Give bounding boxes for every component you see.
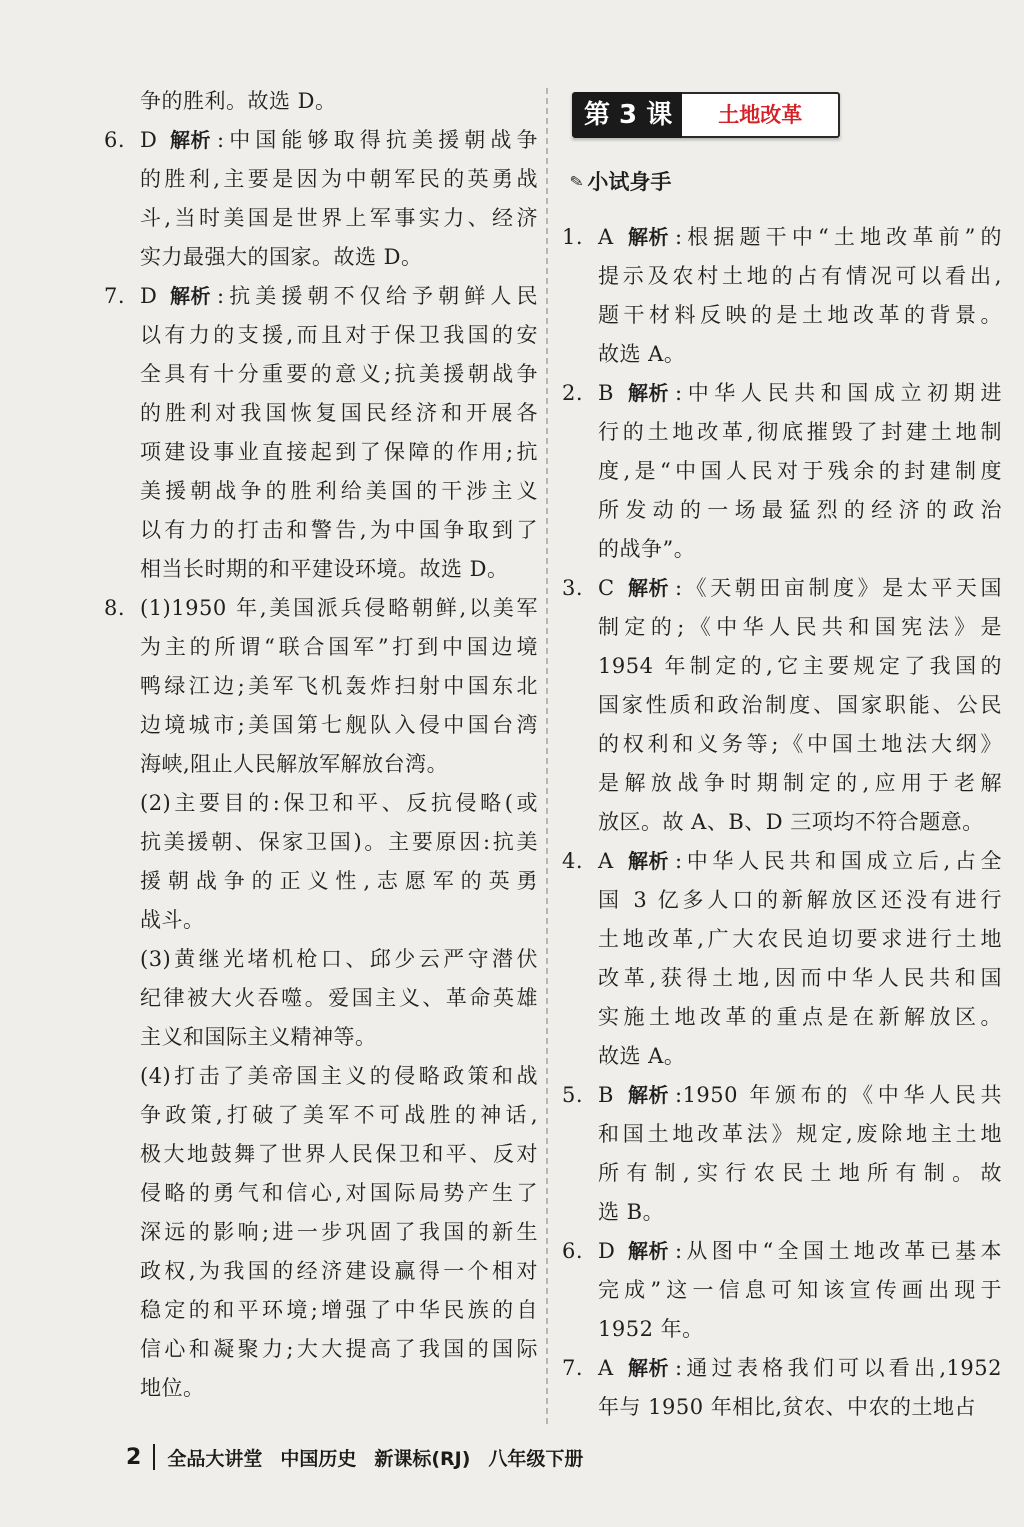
answer-line bbox=[104, 589, 538, 628]
answer-line: 选 B。 bbox=[598, 1200, 665, 1224]
answer-letter: B bbox=[598, 1083, 614, 1107]
answer-line: 以有力的支援,而且对于保卫我国的安 bbox=[140, 323, 538, 347]
answer-line: 1954 年制定的,它主要规定了我国的 bbox=[598, 654, 1002, 678]
answer-line: 放区。故 A、B、D 三项均不符合题意。 bbox=[598, 810, 984, 834]
answer-letter: A bbox=[598, 225, 614, 249]
answer-line: 相当长时期的和平建设环境。故选 D。 bbox=[140, 557, 509, 581]
analysis-label: 解析 bbox=[628, 225, 669, 249]
analysis-label: 解析 bbox=[628, 576, 669, 600]
analysis-label: 解析 bbox=[628, 381, 669, 405]
answer-line: 的战争”。 bbox=[598, 537, 696, 561]
answer-line: 所发动的一场最猛烈的经济的政治 bbox=[598, 498, 1002, 522]
answer-text: :中国能够取得抗美援朝战争 bbox=[217, 128, 538, 152]
answer-line bbox=[562, 1076, 1002, 1115]
answer-line: 度,是“中国人民对于残余的封建制度 bbox=[598, 459, 1002, 483]
answer-line bbox=[104, 121, 538, 160]
answer-line: 援朝战争的正义性,志愿军的英勇 bbox=[140, 869, 538, 893]
answer-line: 纪律被大火吞噬。爱国主义、革命英雄 bbox=[140, 986, 538, 1010]
answer-line: 国家性质和政治制度、国家职能、公民 bbox=[598, 693, 1002, 717]
answer-line: 年与 1950 年相比,贫农、中农的土地占 bbox=[598, 1395, 976, 1419]
answer-line: 提示及农村土地的占有情况可以看出, bbox=[598, 264, 1002, 288]
answer-text: :从图中“全国土地改革已基本 bbox=[675, 1239, 1002, 1263]
answer-letter: A bbox=[598, 1356, 614, 1380]
answer-line: 改革,获得土地,因而中华人民共和国 bbox=[598, 966, 1002, 990]
answer-line: 的权利和义务等;《中国土地法大纲》 bbox=[598, 732, 1002, 756]
answer-text: :抗美援朝不仅给予朝鲜人民 bbox=[217, 284, 538, 308]
lesson-header bbox=[572, 92, 840, 138]
answer-line: 极大地鼓舞了世界人民保卫和平、反对 bbox=[140, 1142, 538, 1166]
footer-divider bbox=[153, 1444, 155, 1470]
answer-text: :中华人民共和国成立初期进 bbox=[675, 381, 1002, 405]
answer-text: :根据题干中“土地改革前”的 bbox=[675, 225, 1002, 249]
answer-line: 的胜利,主要是因为中朝军民的英勇战 bbox=[140, 167, 538, 191]
answer-letter: A bbox=[598, 849, 614, 873]
analysis-label: 解析 bbox=[628, 1083, 669, 1107]
answer-line: 政权,为我国的经济建设赢得一个相对 bbox=[140, 1259, 538, 1283]
answer-line bbox=[562, 218, 1002, 257]
answer-text: :《天朝田亩制度》是太平天国 bbox=[675, 576, 1002, 600]
answer-line: 为主的所谓“联合国军”打到中国边境 bbox=[140, 635, 538, 659]
answer-line: (3)黄继光堵机枪口、邱少云严守潜伏 bbox=[140, 947, 538, 971]
answer-letter: D bbox=[598, 1239, 616, 1263]
section-title: 小试身手 bbox=[587, 170, 672, 194]
item-number: 2. bbox=[562, 381, 584, 405]
answer-line: 全具有十分重要的意义;抗美援朝战争 bbox=[140, 362, 538, 386]
answer-line: 深远的影响;进一步巩固了我国的新生 bbox=[140, 1220, 538, 1244]
section-heading bbox=[570, 166, 671, 196]
pencil-icon: ✎ bbox=[568, 170, 585, 192]
item-number: 1. bbox=[562, 225, 584, 249]
answer-line: 1952 年。 bbox=[598, 1317, 704, 1341]
answer-line: 故选 A。 bbox=[598, 342, 686, 366]
answer-text: :1950 年颁布的《中华人民共 bbox=[675, 1083, 1002, 1107]
item-number: 4. bbox=[562, 849, 584, 873]
answer-line: 抗美援朝、保家卫国)。主要原因:抗美 bbox=[140, 830, 538, 854]
answer-line bbox=[562, 569, 1002, 608]
answer-line: 项建设事业直接起到了保障的作用;抗 bbox=[140, 440, 538, 464]
analysis-label: 解析 bbox=[170, 128, 211, 152]
answer-line bbox=[562, 374, 1002, 413]
answer-line: 的胜利对我国恢复国民经济和开展各 bbox=[140, 401, 538, 425]
answer-line: 题干材料反映的是土地改革的背景。 bbox=[598, 303, 1002, 327]
footer-subject: 中国历史 bbox=[280, 1447, 357, 1470]
lesson-number: 第 3 课 bbox=[572, 92, 682, 138]
answer-line: 争的胜利。故选 D。 bbox=[140, 89, 337, 113]
answer-letter: B bbox=[598, 381, 614, 405]
answer-line: 制定的;《中华人民共和国宪法》是 bbox=[598, 615, 1002, 639]
item-number: 7. bbox=[104, 284, 126, 308]
answer-line: (4)打击了美帝国主义的侵略政策和战 bbox=[140, 1064, 538, 1088]
analysis-label: 解析 bbox=[628, 849, 669, 873]
answer-letter: D bbox=[140, 284, 158, 308]
answer-line: 完成”这一信息可知该宣传画出现于 bbox=[598, 1278, 1002, 1302]
analysis-label: 解析 bbox=[170, 284, 211, 308]
answer-text: :通过表格我们可以看出,1952 bbox=[675, 1356, 1002, 1380]
answer-line: 鸭绿江边;美军飞机轰炸扫射中国东北 bbox=[140, 674, 538, 698]
analysis-label: 解析 bbox=[628, 1356, 669, 1380]
answer-line: 以有力的打击和警告,为中国争取到了 bbox=[140, 518, 538, 542]
column-divider bbox=[546, 88, 548, 1424]
answer-line: 所有制,实行农民土地所有制。故 bbox=[598, 1161, 1002, 1185]
answer-line: 故选 A。 bbox=[598, 1044, 686, 1068]
left-column bbox=[104, 82, 538, 1408]
page-footer bbox=[126, 1440, 601, 1474]
footer-grade: 八年级下册 bbox=[488, 1447, 584, 1470]
answer-line: 实施土地改革的重点是在新解放区。 bbox=[598, 1005, 1002, 1029]
answer-line bbox=[104, 277, 538, 316]
answer-line: 稳定的和平环境;增强了中华民族的自 bbox=[140, 1298, 538, 1322]
footer-standard: 新课标(RJ) bbox=[374, 1447, 471, 1470]
answer-letter: D bbox=[140, 128, 158, 152]
answer-line: 地位。 bbox=[140, 1376, 205, 1400]
answer-line: 信心和凝聚力;大大提高了我国的国际 bbox=[140, 1337, 538, 1361]
answer-line: 国 3 亿多人口的新解放区还没有进行 bbox=[598, 888, 1002, 912]
answer-line: 战斗。 bbox=[140, 908, 205, 932]
answer-line: 主义和国际主义精神等。 bbox=[140, 1025, 377, 1049]
answer-text: (1)1950 年,美国派兵侵略朝鲜,以美军 bbox=[140, 596, 538, 620]
item-number: 8. bbox=[104, 596, 126, 620]
answer-line: 海峡,阻止人民解放军解放台湾。 bbox=[140, 752, 449, 776]
answer-line: 土地改革,广大农民迫切要求进行土地 bbox=[598, 927, 1002, 951]
answer-letter: C bbox=[598, 576, 615, 600]
answer-line bbox=[562, 1232, 1002, 1271]
item-number: 6. bbox=[104, 128, 126, 152]
answer-text: :中华人民共和国成立后,占全 bbox=[675, 849, 1002, 873]
answer-line: 实力最强大的国家。故选 D。 bbox=[140, 245, 423, 269]
answer-line: 侵略的勇气和信心,对国际局势产生了 bbox=[140, 1181, 538, 1205]
page-number: 2 bbox=[126, 1444, 142, 1470]
answer-line bbox=[562, 1349, 1002, 1388]
item-number: 6. bbox=[562, 1239, 584, 1263]
answer-line: 是解放战争时期制定的,应用于老解 bbox=[598, 771, 1002, 795]
answer-line: 边境城市;美国第七舰队入侵中国台湾 bbox=[140, 713, 538, 737]
item-number: 7. bbox=[562, 1356, 584, 1380]
right-column bbox=[562, 218, 1002, 1427]
answer-line: (2)主要目的:保卫和平、反抗侵略(或 bbox=[140, 791, 538, 815]
lesson-title: 土地改革 bbox=[682, 92, 840, 138]
answer-line: 和国土地改革法》规定,废除地主土地 bbox=[598, 1122, 1002, 1146]
item-number: 3. bbox=[562, 576, 584, 600]
answer-line: 争政策,打破了美军不可战胜的神话, bbox=[140, 1103, 538, 1127]
answer-line: 美援朝战争的胜利给美国的干涉主义 bbox=[140, 479, 538, 503]
analysis-label: 解析 bbox=[628, 1239, 669, 1263]
answer-line bbox=[562, 842, 1002, 881]
item-number: 5. bbox=[562, 1083, 584, 1107]
answer-line: 行的土地改革,彻底摧毁了封建土地制 bbox=[598, 420, 1002, 444]
footer-brand: 全品大讲堂 bbox=[167, 1447, 263, 1470]
answer-line: 斗,当时美国是世界上军事实力、经济 bbox=[140, 206, 538, 230]
